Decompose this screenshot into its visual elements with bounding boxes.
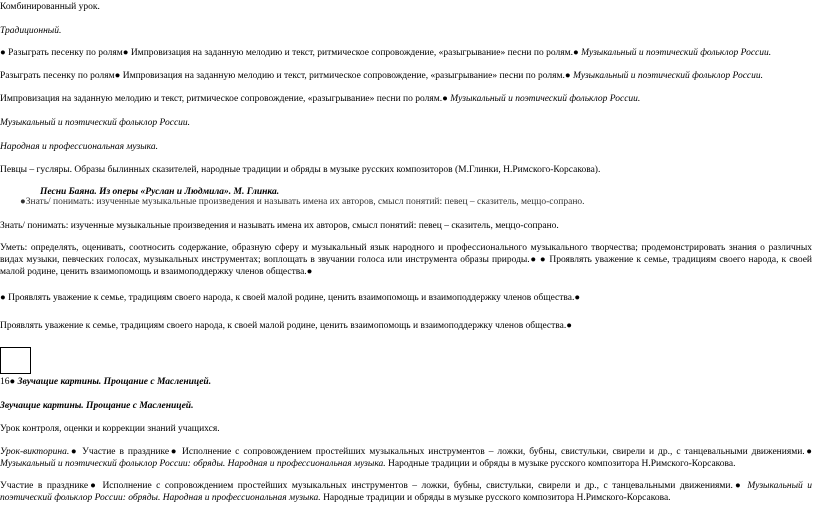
lesson-content: Певцы – гусляры. Образы былинных сказителей, народные традиции и обряды в музыке русских композиторов (М.Глинки, Н.Римского-Корсакова). xyxy=(0,165,601,175)
activities-text: Разыграть песенку по ролям● Импровизация на заданную мелодию и текст, ритмическое сопровождение, «разыгрывание» песни по ролям.● xyxy=(0,71,573,81)
topic-music: Народная и профессиональная музыка. xyxy=(0,142,158,152)
quiz-traditions: Народные традиции и обряды в музыке русского композитора Н.Римского-Корсакова. xyxy=(385,459,736,469)
topic-text: Музыкальный и поэтический фольклор России. xyxy=(450,94,641,104)
quiz-topic: Музыкальный и поэтический фольклор России: обряды. Народная и профессиональная музыка. xyxy=(0,459,386,469)
activities-text: ● Разыграть песенку по ролям● Импровизация на заданную мелодию и текст, ритмическое сопровождение, «разыгрывание» песни по ролям.● xyxy=(0,48,582,58)
topic-text: Музыкальный и поэтический фольклор России. xyxy=(572,71,764,81)
knowledge-line: Знать/ понимать: изученные музыкальные произведения и называть имена их авторов, смысл понятий: певец – сказитель, меццо-сопрано. xyxy=(0,221,559,231)
values-line-1: ● Проявлять уважение к семье, традициям своего народа, к своей малой родине, ценить взаимопомощь и взаимоподдержку членов общества.● xyxy=(0,293,581,303)
lesson-title: Звучащие картины. Прощание с Масленицей. xyxy=(17,377,212,387)
activities-line-3 xyxy=(0,93,640,105)
lesson-form: Традиционный. xyxy=(0,26,62,36)
lesson-title-repeat: Звучащие картины. Прощание с Масленицей. xyxy=(0,401,194,411)
lesson-16-heading xyxy=(0,376,211,388)
quiz-activities: ● Участие в празднике● Исполнение с сопровождением простейших музыкальных инструментов – ложки, бубны, свистульки, свирели и др., с танцевальными движениями.● xyxy=(69,447,812,457)
festival-topic: Музыкальный и поэтический фольклор России: обряды. Народная и профессиональная музыка. xyxy=(0,481,812,503)
activities-text: Импровизация на заданную мелодию и текст, ритмическое сопровождение, «разыгрывание» песни по ролям.● xyxy=(0,94,451,104)
festival-traditions: Народные традиции и обряды в музыке русского композитора Н.Римского-Корсакова. xyxy=(320,493,671,503)
festival-paragraph xyxy=(0,480,812,504)
lesson-kind: Урок контроля, оценки и коррекции знаний учащихся. xyxy=(0,424,220,434)
lesson-number: 16● xyxy=(0,377,18,387)
activities-line-2 xyxy=(0,70,763,82)
skills-paragraph: Уметь: определять, оценивать, соотносить содержание, образную сферу и музыкальный язык народного и профессионального музыкального творчества; продемонстрировать знания о различных видах музыки, певческих голосах, музыкальных инструментах; воплощать в звучании голоса или инструмента образы природы.● ● Проявлять уважение к семье, традициям своего народа, к своей малой родине, ценить взаимопомощь и взаимоподдержку членов общества.● xyxy=(0,243,812,277)
empty-cell-box xyxy=(0,347,31,374)
topic-text: Музыкальный и поэтический фольклор России. xyxy=(581,48,772,58)
lesson-type: Комбинированный урок. xyxy=(0,2,100,12)
quiz-label: Урок-викторина. xyxy=(0,447,70,457)
festival-activities: Участие в празднике● Исполнение с сопровождением простейших музыкальных инструментов – ложки, бубны, свистульки, свирели и др., с танцевальными движениями.● xyxy=(0,481,748,491)
knowledge-bullet: ●Знать/ понимать: изученные музыкальные произведения и называть имена их авторов, смысл понятий: певец – сказитель, меццо-сопрано. xyxy=(20,197,585,207)
topic-folklore: Музыкальный и поэтический фольклор России. xyxy=(0,118,191,128)
activities-line-1 xyxy=(0,47,771,59)
song-title: Песни Баяна. Из оперы «Руслан и Людмила». М. Глинка. xyxy=(40,187,280,197)
values-line-2: Проявлять уважение к семье, традициям своего народа, к своей малой родине, ценить взаимопомощь и взаимоподдержку членов общества.● xyxy=(0,321,572,331)
quiz-paragraph xyxy=(0,446,812,470)
